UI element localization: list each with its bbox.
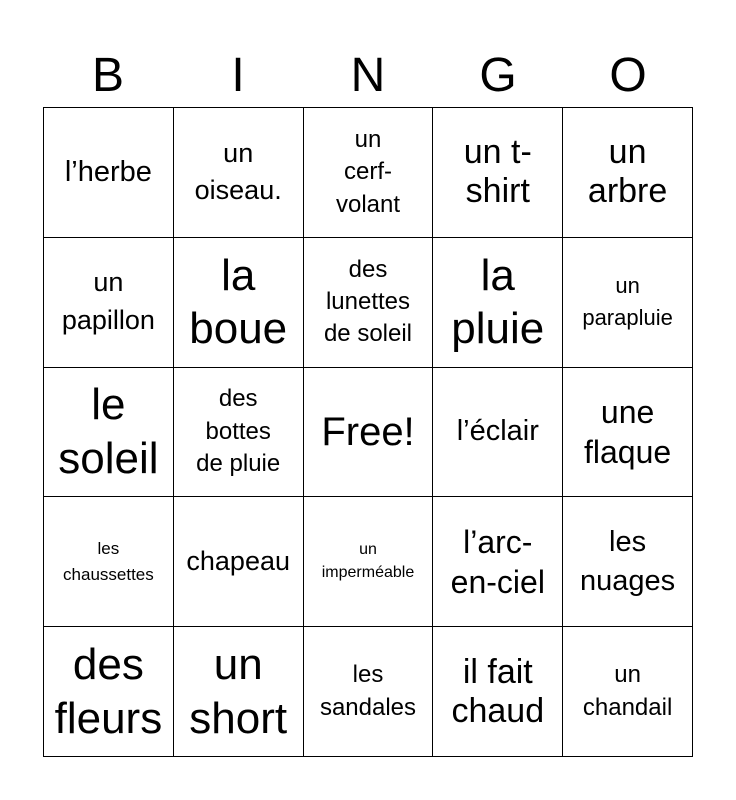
bingo-cell[interactable]: [44, 108, 174, 238]
cell-label: les sandales: [319, 661, 417, 721]
cell-label: l’herbe: [64, 155, 152, 188]
bingo-cell[interactable]: [174, 497, 304, 627]
cell-label: les chaussettes: [63, 539, 154, 584]
cell-label: un cerf- volant: [335, 125, 401, 218]
bingo-cell[interactable]: [433, 238, 563, 368]
header-letter-i: I: [231, 49, 245, 102]
cell-label: une flaque: [584, 393, 672, 470]
free-space[interactable]: [304, 368, 434, 498]
cell-label: l’éclair: [456, 415, 539, 448]
cell-label: la boue: [189, 250, 288, 354]
cell-label: des fleurs: [54, 639, 163, 743]
header-letter-o: O: [609, 49, 647, 102]
cell-label: un parapluie: [582, 273, 673, 331]
cell-label: un papillon: [61, 267, 155, 336]
bingo-cell[interactable]: [433, 368, 563, 498]
cell-label: un chandail: [582, 661, 673, 721]
cell-label: un t- shirt: [463, 133, 532, 211]
cell-label: il fait chaud: [451, 652, 545, 730]
bingo-cell[interactable]: [563, 368, 693, 498]
bingo-cell[interactable]: [563, 497, 693, 627]
cell-label: l’arc- en-ciel: [450, 523, 545, 600]
bingo-cell[interactable]: [433, 108, 563, 238]
header-letter-n: N: [350, 49, 386, 102]
bingo-cell[interactable]: [304, 497, 434, 627]
bingo-cell[interactable]: [304, 627, 434, 757]
cell-label: le soleil: [58, 380, 159, 483]
cell-label: Free!: [321, 409, 415, 454]
bingo-cell[interactable]: [563, 627, 693, 757]
bingo-cell[interactable]: [44, 627, 174, 757]
bingo-cell[interactable]: [433, 497, 563, 627]
bingo-cell[interactable]: [44, 497, 174, 627]
bingo-header: [43, 44, 693, 108]
bingo-cell[interactable]: [174, 368, 304, 498]
bingo-board: [43, 107, 693, 757]
bingo-cell[interactable]: [44, 368, 174, 498]
bingo-cell[interactable]: [304, 108, 434, 238]
cell-label: la pluie: [451, 250, 545, 354]
bingo-cell[interactable]: [563, 238, 693, 368]
bingo-cell[interactable]: [174, 627, 304, 757]
cell-label: des bottes de pluie: [196, 385, 281, 478]
header-letter-g: G: [479, 49, 517, 102]
cell-label: un short: [189, 639, 288, 743]
cell-label: des lunettes de soleil: [323, 255, 413, 348]
cell-label: les nuages: [580, 525, 676, 597]
header-letter-b: B: [91, 49, 124, 102]
cell-label: un arbre: [587, 133, 668, 211]
bingo-cell[interactable]: [174, 238, 304, 368]
cell-label: un oiseau.: [194, 137, 282, 206]
bingo-cell[interactable]: [563, 108, 693, 238]
bingo-cell[interactable]: [433, 627, 563, 757]
bingo-cell[interactable]: [304, 238, 434, 368]
cell-label: chapeau: [186, 545, 290, 576]
cell-label: un imperméable: [321, 541, 415, 581]
bingo-cell[interactable]: [174, 108, 304, 238]
bingo-cell[interactable]: [44, 238, 174, 368]
